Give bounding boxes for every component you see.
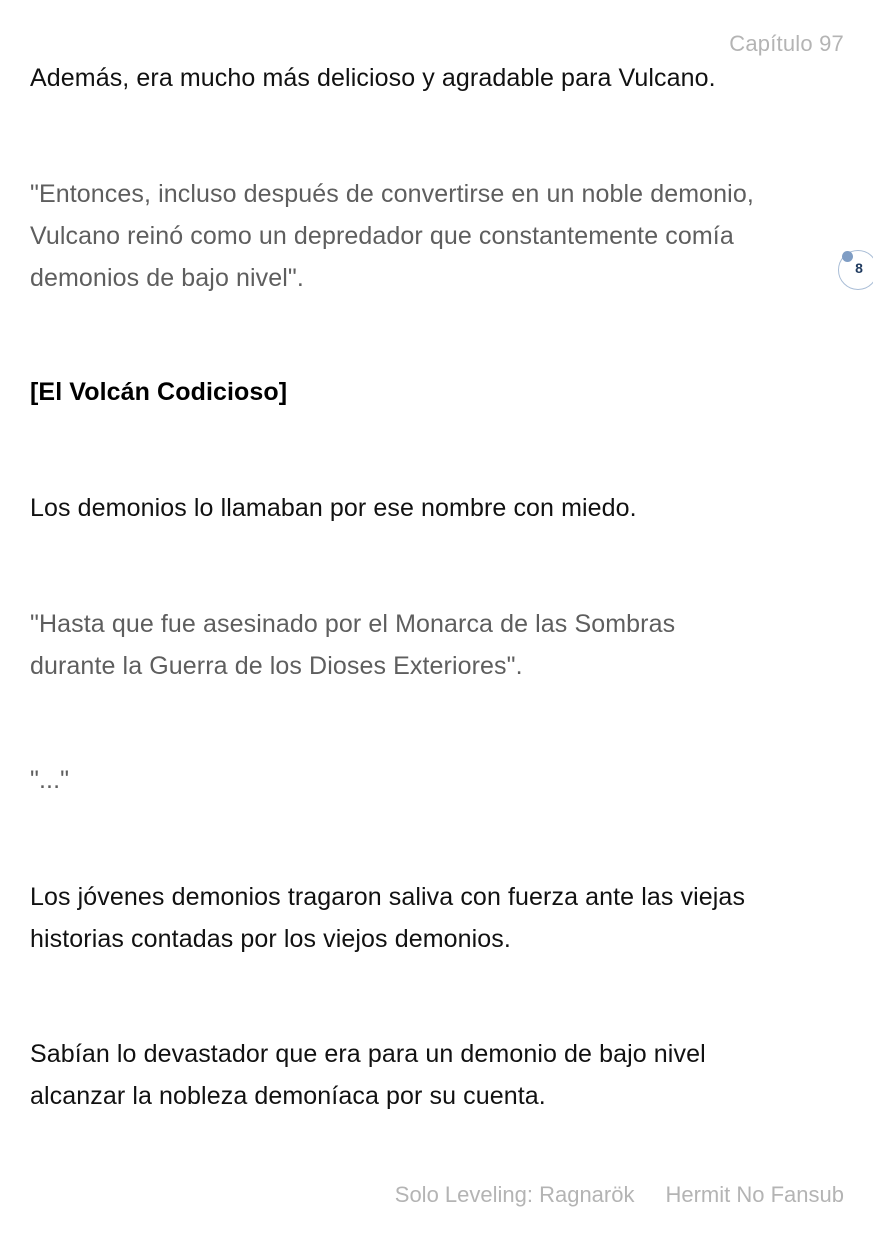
text-line: demonios de bajo nivel". bbox=[30, 264, 304, 292]
footer-series-title: Solo Leveling: Ragnarök bbox=[394, 1182, 635, 1207]
paragraph-narration bbox=[30, 1033, 850, 1117]
chapter-header: Capítulo 97 bbox=[729, 31, 844, 56]
page-marker-number: 8 bbox=[855, 260, 863, 276]
footer-translator: Hermit No Fansub bbox=[665, 1182, 844, 1207]
text-line: Además, era mucho más delicioso y agradable para Vulcano. bbox=[30, 64, 716, 92]
text-line: Vulcano reinó como un depredador que constantemente comía bbox=[30, 222, 734, 250]
paragraph-dialogue bbox=[30, 759, 850, 801]
paragraph-dialogue bbox=[30, 603, 850, 687]
page-footer bbox=[395, 1182, 844, 1208]
paragraph-narration bbox=[30, 876, 850, 960]
section-heading bbox=[30, 371, 850, 413]
text-line: "Hasta que fue asesinado por el Monarca de las Sombras bbox=[30, 610, 676, 638]
text-line: Los jóvenes demonios tragaron saliva con fuerza ante las viejas bbox=[30, 883, 746, 911]
text-line: "..." bbox=[30, 766, 70, 794]
text-line: historias contadas por los viejos demonios. bbox=[30, 925, 511, 953]
text-line: alcanzar la nobleza demoníaca por su cuenta. bbox=[30, 1082, 546, 1110]
text-line: "Entonces, incluso después de convertirse en un noble demonio, bbox=[30, 180, 754, 208]
text-line: durante la Guerra de los Dioses Exteriores". bbox=[30, 652, 523, 680]
paragraph-narration bbox=[30, 487, 850, 529]
page-marker-badge[interactable] bbox=[838, 250, 873, 290]
text-line: [El Volcán Codicioso] bbox=[30, 378, 288, 406]
paragraph-narration bbox=[30, 57, 850, 99]
text-line: Sabían lo devastador que era para un demonio de bajo nivel bbox=[30, 1040, 706, 1068]
paragraph-dialogue bbox=[30, 173, 850, 299]
text-line: Los demonios lo llamaban por ese nombre con miedo. bbox=[30, 494, 637, 522]
